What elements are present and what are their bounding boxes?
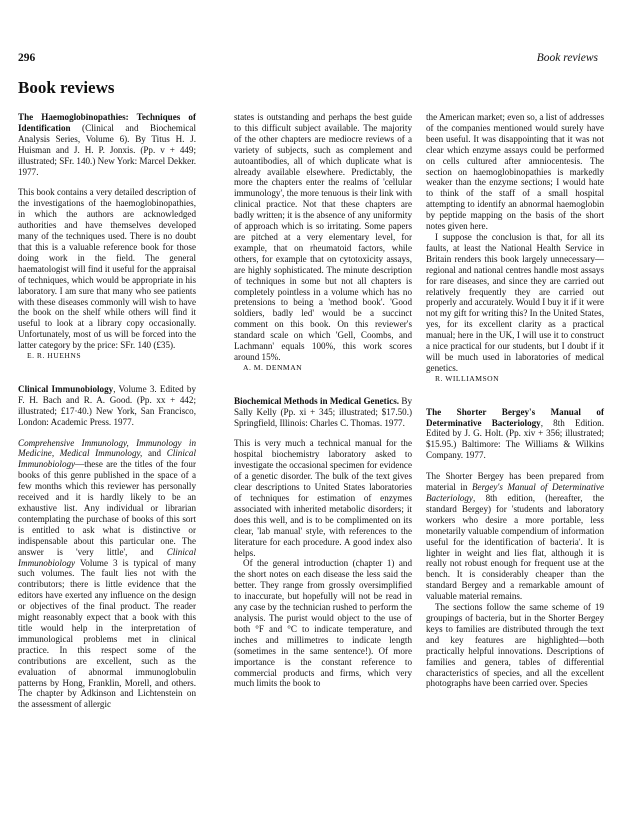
review-body: The Shorter Bergey has been prepared from material in Bergey's Manual of Determinative Bacteriology, 8th edition, (hereafter, the standard Bergey) for 'students and laboratory workers who desire a more portable, less monetarily valuable compendium of information useful for the identification of bacteria'. It is lighter in weight and lies flat, although it is really not robust enough for frequent use at the bench. It is considerably cheaper than the standard Bergey and a remarkable amount of valuable material remains. — [426, 471, 604, 602]
reviewer-name: E. R. HUEHNS — [27, 351, 82, 361]
book-title: The Shorter Bergey's Manual of Determinative Bacteriology — [426, 406, 604, 428]
review-body: Of the general introduction (chapter 1) and the short notes on each disease the less said the better. They range from grossly oversimplified to inaccurate, but hopefully will not be read in any case by the technician rushed to perform the analysis. The purist would object to the use of both °F and °C to indicate temperature, and inches and millimetres to indicate length (sometimes in the same sentence!). Of more importance is the constant reference to commercial products and firms, which very much limits the book to — [234, 558, 412, 689]
review-body: This book contains a very detailed description of the investigations of the haemoglobinopathies, in which the authors are acknowledged authorities and have themselves developed many of the techniques used. There is no doubt that this is a valuable reference book for those doing work in the field. The general haematologist will find it useful for the appraisal of techniques, which would be appropriate in his laboratory. I am sure that many who see patients with these diseases commonly will wish to have the book on the shelf while others will find it useful to look at a library copy occasionally. Unfortunately, most of us will be forced into the latter category by the price: SFr. 140 (£35). — [18, 187, 196, 351]
section-title: Book reviews — [18, 78, 115, 97]
review-body: Comprehensive Immunology, Immunology in Medicine, Medical Immunology, and Clinical Immunobiology—these are the titles of the four books of this genre published in the space of a few months which this reviewer has personally received and it is hardly likely to be an exhaustive list. Any individual or librarian contemplating the purchase of books of this sort is entitled to ask what is distinctive or indispensable about this particular one. The answer is 'very little', and Clinical Immunobiology Volume 3 is typical of many such volumes. The fault lies not with the contributors; there is little evidence that the editors have exerted any influence on the design or objectives of the final product. The reader might reasonably expect that a book with this title would help in the interpretation of immunological problems met in clinical practice. In this respect some of the contributions are excellent, such as the evaluation of abnormal immunoglobulin patterns by Hong, Franklin, Morell, and others. The chapter by Adkinson and Lichtenstein on the assessment of allergic — [18, 437, 196, 710]
reviewer-name: A. M. DENMAN — [243, 362, 303, 372]
review-body-continued: states is outstanding and perhaps the best guide to this difficult subject available. The majority of the other chapters are mediocre reviews of a variety of subjects, such as complement and autoantibodies, all of which duplicate what is already available elsewhere. Predictably, the more the chapters enter the realms of 'cellular immunology', the more tenuous is their link with clinical practice. Not that these chapters are badly written; it is the absence of any uniformity of approach which is so irritating. Some papers are pitched at a very elementary level, for example, that on rheumatoid factors, while others, for example that on cytotoxicity assays, are highly sophisticated. The minute description of techniques in some but not all chapters is completely pointless in a volume which has no pretensions to being a 'method book'. 'Good soldiers, badly led' would be a succinct comment on this book. On this reviewer's standard scale on which 'Gell, Coombs, and Lachmann' equals 100%, this work scores around 15%. — [234, 112, 412, 362]
book-title: Biochemical Methods in Medical Genetics. — [234, 395, 400, 406]
column-1 — [18, 112, 196, 710]
book-details: , Volume 3. Edited by F. H. Bach and R. A. Good. (Pp. xx + 442; illustrated; £17·40.) New York, San Francisco, London: Academic Press. 1977. — [18, 383, 196, 427]
review-heading-shorter-bergey — [426, 407, 604, 462]
book-title: The Haemoglobinopathies: Techniques of Identification — [18, 112, 196, 133]
review-heading-biochemical-methods — [234, 396, 412, 429]
review-body: The sections follow the same scheme of 19 groupings of bacteria, but in the Shorter Bergey keys to families are distributed through the text and key features are highlighted—both practically helpful innovations. Descriptions of families and genera, tables of differential characteristics of species, and all the excellent photographs have been carried over. Species — [426, 602, 604, 689]
review-body: This is very much a technical manual for the hospital biochemistry laboratory asked to investigate the occasional specimen for evidence of a genetic disorder. The bulk of the text gives clear descriptions to United States laboratories of techniques for estimation of enzymes associated with inherited metabolic disorders; it does this well, and is to be complimented on its clear, 'lab manual' style, with references to the literature for each procedure. A good index also helps. — [234, 438, 412, 558]
running-head: Book reviews — [536, 52, 598, 64]
column-3 — [426, 112, 604, 689]
review-body-continued: the American market; even so, a list of addresses of the companies mentioned would surely have been useful. It was disappointing that it was not clear which enzyme assays could be performed on cells cultured after amniocentesis. The section on haemoglobinopathies is markedly weaker than the enzyme sections; I would hate to think of the staff of a small hospital attempting to identify an abnormal haemoglobin by peptide mapping on the basis of the short notes given here. — [426, 112, 604, 232]
book-details: , 8th Edition. Edited by J. G. Holt. (Pp. xiv + 356; illustrated; $15.95.) Baltimore: The Williams & Wilkins Company. 1977. — [426, 417, 604, 461]
book-title: Clinical Immunobiology — [18, 383, 114, 394]
review-heading-haemoglobinopathies — [18, 112, 196, 177]
column-2 — [234, 112, 412, 689]
review-body: I suppose the conclusion is that, for all its faults, at least the National Health Service in Britain renders this book largely unnecessary—regional and national centres handle most assays for rare diseases, and since they are carried out relatively frequently they are carried out properly and accurately. Would I buy it if it were not my gift for writing this? In the United States, yes, for its excellent clarity as a practical manual; here in the UK, I will use it to construct a nice practical for our students, but I doubt if it will be much used in laboratories of medical genetics. — [426, 231, 604, 373]
page-number: 296 — [18, 52, 36, 64]
review-heading-clinical-immunobiology — [18, 384, 196, 428]
book-details: (Clinical and Biochemical Analysis Series, Volume 6). By Titus H. J. Huisman and J. H. P. Jonxis. (Pp. v + 449; illustrated; SFr. 140.) New York: Marcel Dekker. 1977. — [18, 122, 196, 177]
reviewer-name: R. WILLIAMSON — [435, 373, 500, 383]
book-details: By Sally Kelly (Pp. xi + 345; illustrated; $17.50.) Springfield, Illinois: Charles C. Thomas. 1977. — [234, 395, 412, 428]
